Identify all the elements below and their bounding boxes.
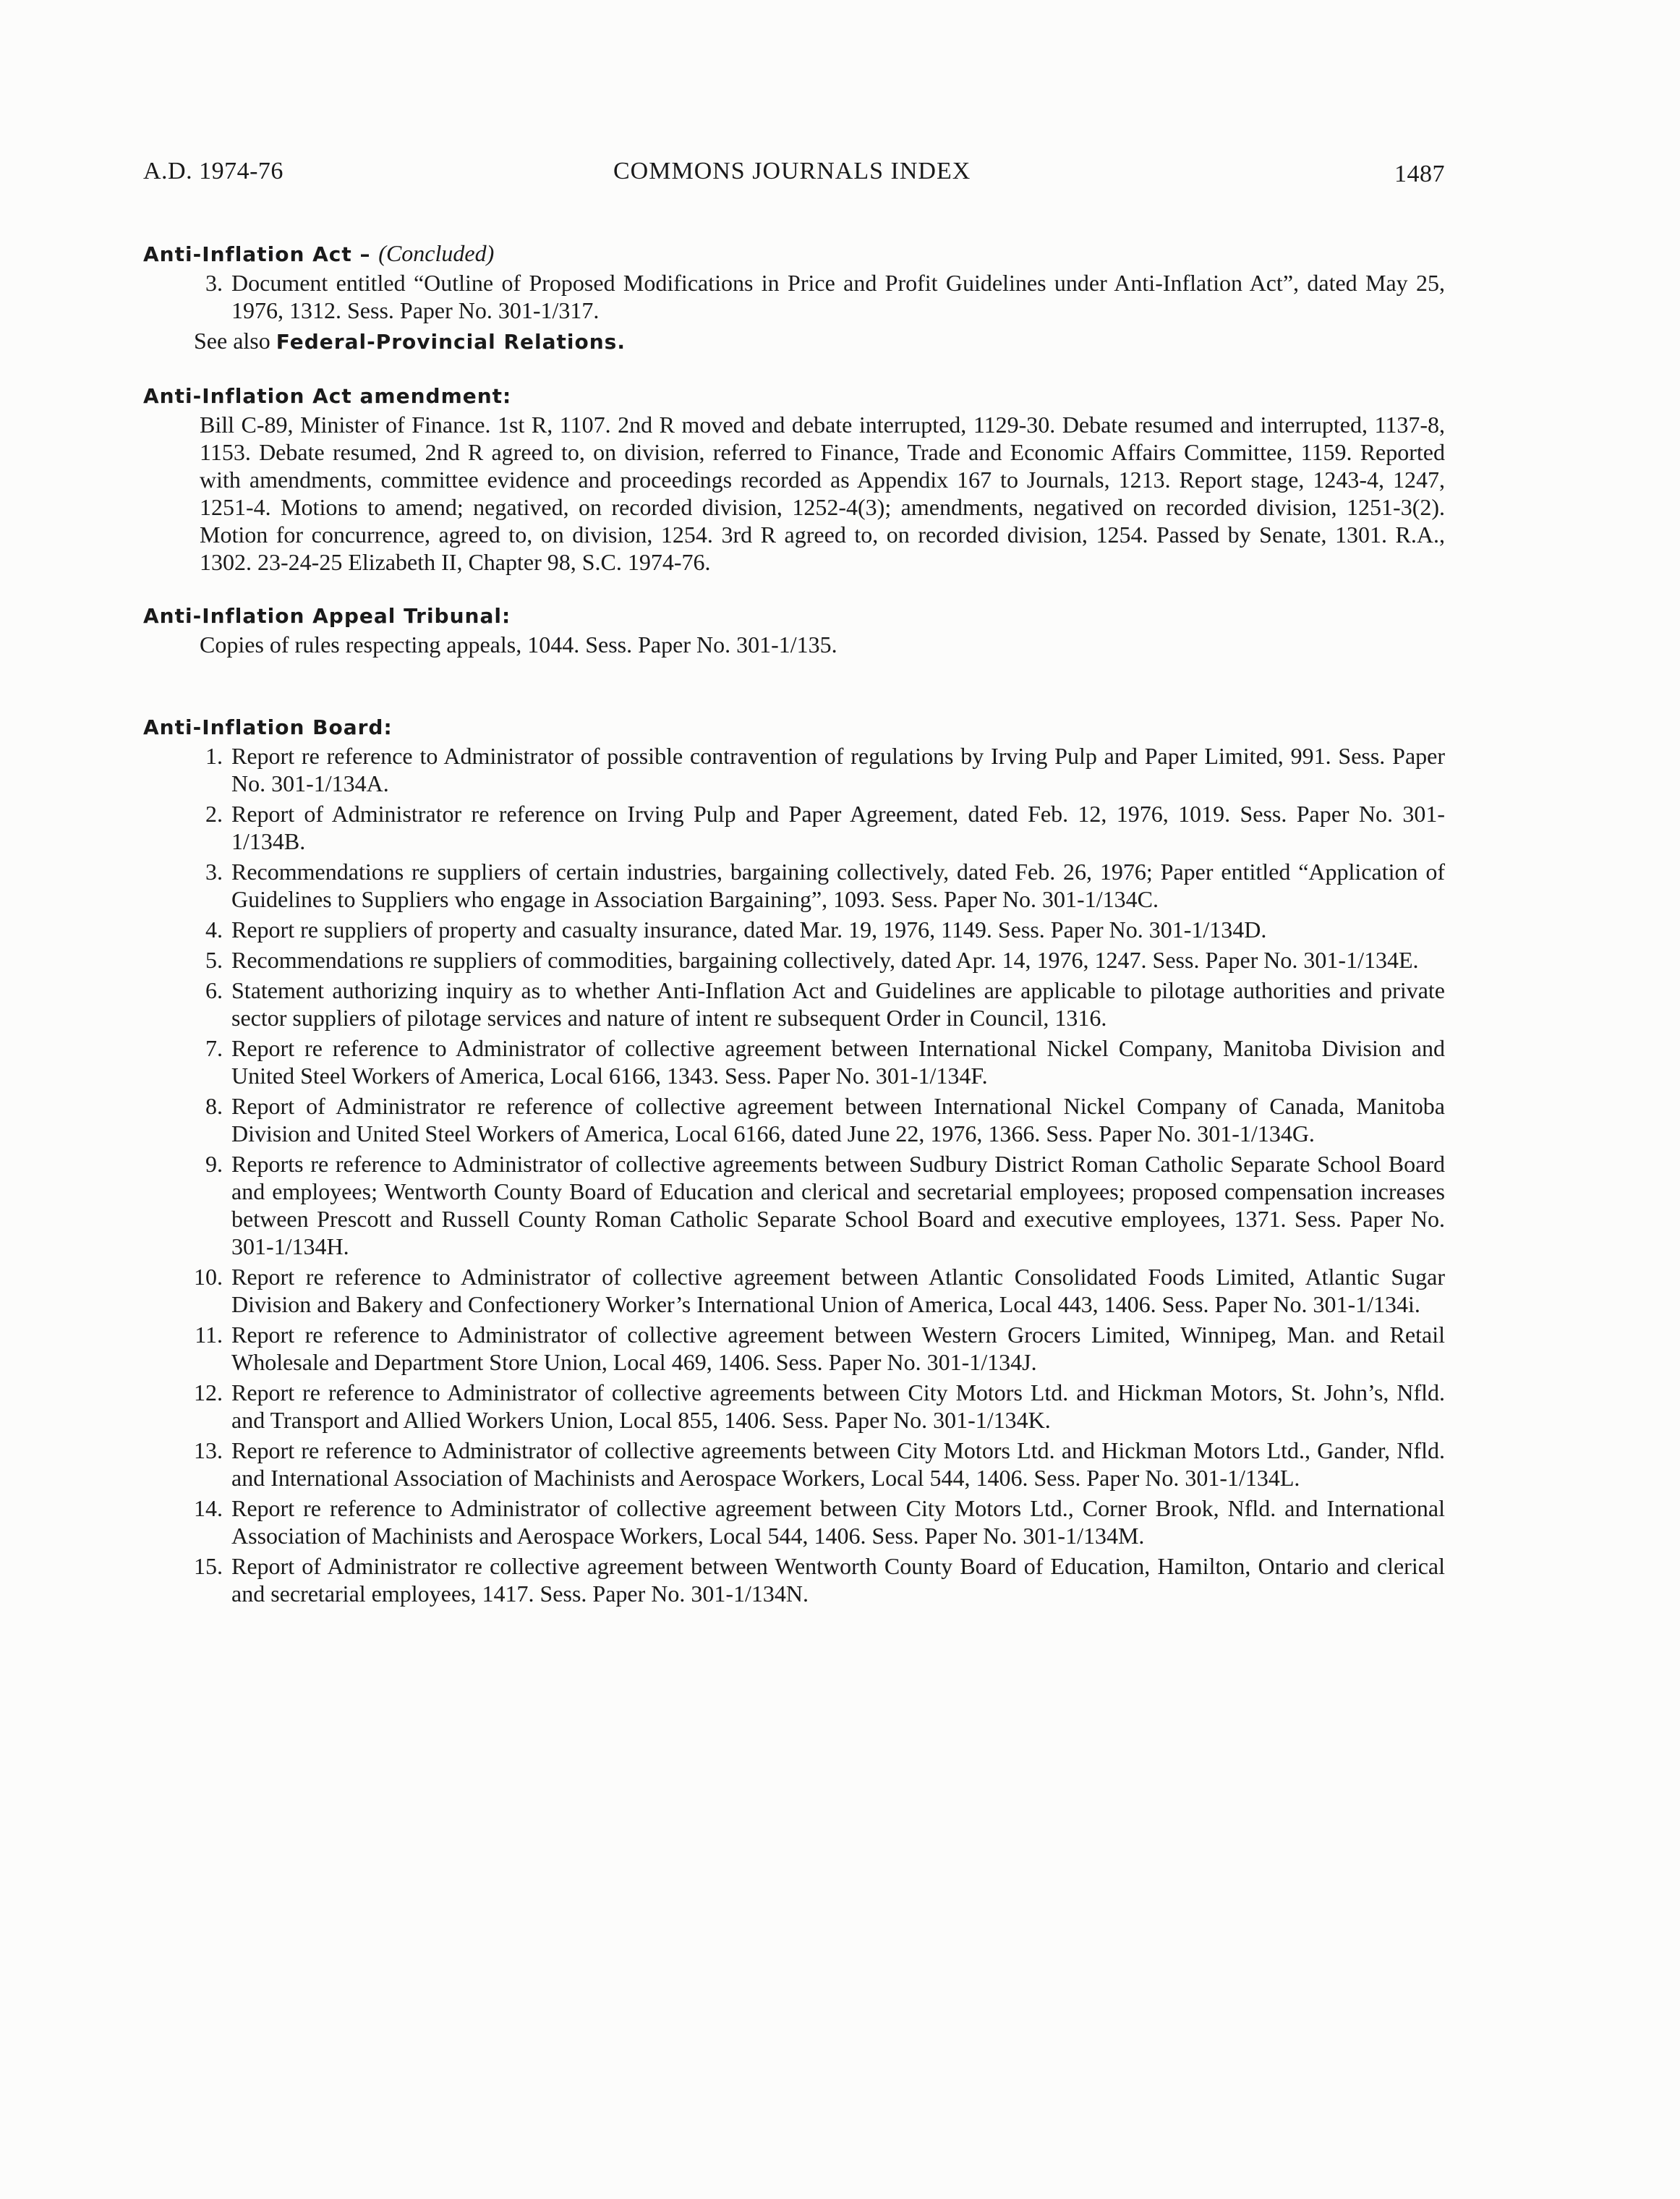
list-item: [143, 916, 1445, 943]
item-text: Report of Administrator re reference of collective agreement between International Nickel Company of Canada, Manitoba Division and United Steel Workers of America, Local 6166, dated June 22, 1976, 1366. Sess. Paper No. 301-1/134G.: [231, 1093, 1445, 1147]
header-years: A.D. 1974-76: [143, 158, 283, 184]
entry-anti-inflation-act-amendment: [143, 382, 1445, 576]
item-number: 6.: [205, 977, 223, 1003]
item-number: 5.: [205, 947, 223, 973]
item-number: 15.: [194, 1553, 223, 1579]
item-text: Report re reference to Administrator of collective agreement between City Motors Ltd., Corner Brook, Nfld. and International Association of Machinists and Aerospace Workers, Local 544, 1406. Sess. Paper No. 301-1/134M.: [231, 1495, 1445, 1549]
item-text: Report re reference to Administrator of collective agreements between City Motors Ltd. and Hickman Motors Ltd., Gander, Nfld. and International Association of Machinists and Aerospace Workers, Local 544, 1406. Sess. Paper No. 301-1/134L.: [231, 1437, 1445, 1491]
list-item: [143, 800, 1445, 855]
item-number: 2.: [205, 801, 223, 827]
entry-items: [143, 269, 1445, 324]
entry-body: Copies of rules respecting appeals, 1044. Sess. Paper No. 301-1/135.: [200, 631, 837, 658]
item-text: Statement authorizing inquiry as to whether Anti-Inflation Act and Guidelines are applicable to pilotage authorities and private sector suppliers of pilotage services and nature of intent re subsequent Order in Council, 1316.: [231, 977, 1445, 1031]
entry-body: Bill C-89, Minister of Finance. 1st R, 1107. 2nd R moved and debate interrupted, 1129-30. Debate resumed and interrupted, 1137-8, 1153. Debate resumed, 2nd R agreed to, on division, referred to Finance, Trade and Economic Affairs Committee, 1159. Reported with amendments, committee evidence and proceedings recorded as Appendix 167 to Journals, 1213. Report stage, 1243-4, 1247, 1251-4. Motions to amend; negatived, on recorded division, 1252-4(3); amendments, negatived on recorded division, 1251-3(2). Motion for concurrence, agreed to, on division, 1254. 3rd R agreed to, on recorded division, 1254. Passed by Senate, 1301. R.A., 1302. 23-24-25 Elizabeth II, Chapter 98, S.C. 1974-76.: [200, 412, 1445, 575]
list-item: [143, 1150, 1445, 1260]
item-text: Report re reference to Administrator of possible contravention of regulations by Irving Pulp and Paper Limited, 991. Sess. Paper No. 301-1/134A.: [231, 743, 1445, 796]
item-text: Report re reference to Administrator of collective agreement between Western Grocers Limited, Winnipeg, Man. and Retail Wholesale and Department Store Union, Local 469, 1406. Sess. Paper No. 301-1/134J.: [231, 1322, 1445, 1375]
item-number: 13.: [194, 1437, 223, 1463]
item-number: 14.: [194, 1495, 223, 1521]
item-number: 9.: [205, 1151, 223, 1177]
see-also: [194, 327, 1445, 356]
list-item: [143, 1552, 1445, 1607]
item-number: 11.: [195, 1322, 223, 1348]
list-item: [143, 977, 1445, 1032]
list-item: [143, 1379, 1445, 1434]
entry-anti-inflation-board: [143, 713, 1445, 1607]
entry-heading-suffix: (Concluded): [378, 240, 495, 266]
item-text: Report re reference to Administrator of collective agreements between City Motors Ltd. and Hickman Motors, St. John’s, Nfld. and Transport and Allied Workers Union, Local 855, 1406. Sess. Paper No. 301-1/134K.: [231, 1379, 1445, 1433]
list-item: [143, 1437, 1445, 1492]
item-number: 3.: [205, 270, 223, 296]
list-item: [143, 946, 1445, 974]
list-item: [143, 742, 1445, 797]
see-also-prefix: See also: [194, 328, 270, 354]
item-text: Report re suppliers of property and casualty insurance, dated Mar. 19, 1976, 1149. Sess. Paper No. 301-1/134D.: [231, 916, 1267, 943]
list-item: [143, 1034, 1445, 1089]
item-number: 3.: [205, 859, 223, 885]
entry-heading: Anti-Inflation Board:: [143, 715, 393, 739]
entry-heading: [143, 239, 1445, 269]
item-text: Reports re reference to Administrator of collective agreements between Sudbury District Roman Catholic Separate School Board and employees; Wentworth County Board of Education and clerical and secretarial employees; proposed compensation increases between Prescott and Russell County Roman Catholic Separate School Board and executive employees, 1371. Sess. Paper No. 301-1/134H.: [231, 1151, 1445, 1259]
list-item: [143, 1263, 1445, 1318]
item-number: 10.: [194, 1264, 223, 1290]
item-text: Report of Administrator re collective agreement between Wentworth County Board of Education, Hamilton, Ontario and clerical and secretarial employees, 1417. Sess. Paper No. 301-1/134N.: [231, 1553, 1445, 1607]
item-text: Document entitled “Outline of Proposed Modifications in Price and Profit Guidelines under Anti-Inflation Act”, dated May 25, 1976, 1312. Sess. Paper No. 301-1/317.: [231, 270, 1445, 323]
entry-heading: Anti-Inflation Act amendment:: [143, 384, 512, 408]
item-text: Recommendations re suppliers of commodities, bargaining collectively, dated Apr. 14, 1976, 1247. Sess. Paper No. 301-1/134E.: [231, 947, 1419, 973]
entry-anti-inflation-appeal-tribunal: [143, 602, 1445, 658]
item-text: Report re reference to Administrator of collective agreement between International Nickel Company, Manitoba Division and United Steel Workers of America, Local 6166, 1343. Sess. Paper No. 301-1/134F.: [231, 1035, 1445, 1089]
list-item: [143, 858, 1445, 913]
list-item: [143, 269, 1445, 324]
item-number: 4.: [205, 916, 223, 943]
index-content: [143, 239, 1445, 1633]
header-title: COMMONS JOURNALS INDEX: [613, 158, 971, 184]
entry-heading: Anti-Inflation Appeal Tribunal:: [143, 604, 511, 628]
running-head: [143, 158, 1445, 194]
page-number: 1487: [1394, 161, 1445, 187]
board-items: [143, 742, 1445, 1607]
item-text: Report of Administrator re reference on Irving Pulp and Paper Agreement, dated Feb. 12, 1976, 1019. Sess. Paper No. 301-1/134B.: [231, 801, 1445, 854]
entry-heading-text: Anti-Inflation Act –: [143, 242, 371, 266]
list-item: [143, 1092, 1445, 1147]
item-number: 8.: [205, 1093, 223, 1119]
item-text: Report re reference to Administrator of collective agreement between Atlantic Consolidated Foods Limited, Atlantic Sugar Division and Bakery and Confectionery Worker’s International Union of America, Local 443, 1406. Sess. Paper No. 301-1/134i.: [231, 1264, 1445, 1317]
entry-anti-inflation-act: [143, 239, 1445, 356]
list-item: [143, 1494, 1445, 1549]
item-number: 1.: [205, 743, 223, 769]
list-item: [143, 1321, 1445, 1376]
item-number: 7.: [205, 1035, 223, 1061]
see-also-reference: Federal-Provincial Relations.: [276, 330, 626, 354]
item-text: Recommendations re suppliers of certain industries, bargaining collectively, dated Feb. 26, 1976; Paper entitled “Application of Guidelines to Suppliers who engage in Association Bargaining”, 1093. Sess. Paper No. 301-1/134C.: [231, 859, 1445, 912]
item-number: 12.: [194, 1379, 223, 1405]
